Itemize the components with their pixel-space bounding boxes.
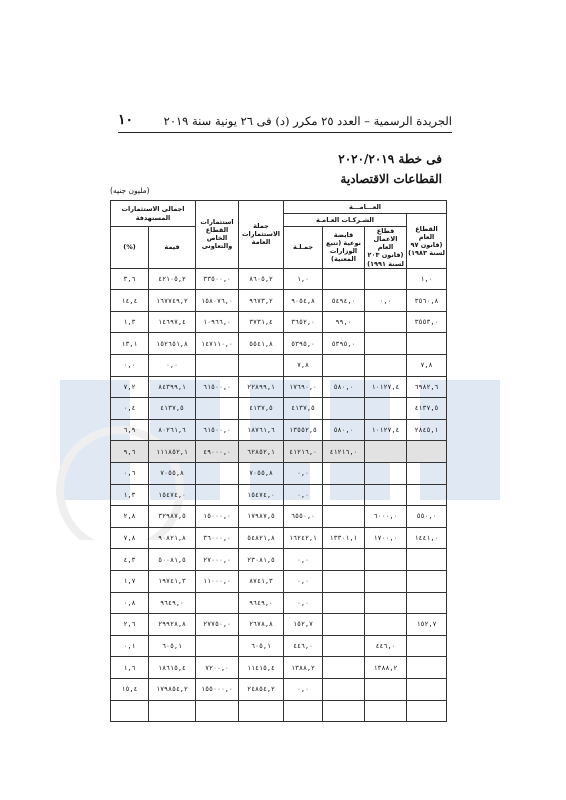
- cell-holding: [323, 355, 365, 377]
- cell-holding: [323, 268, 365, 290]
- table-row: [111, 376, 447, 398]
- cell-companies-total: ٠,٠: [284, 570, 323, 592]
- cell-holding: [323, 657, 365, 679]
- cell-public-total: ٨٧٤١,٣: [239, 570, 284, 592]
- cell-value: ٢٩٩٢٨,٨: [149, 614, 196, 636]
- cell-public-sector: [407, 441, 447, 463]
- cell-companies-total: ٤١٣٧,٥: [284, 398, 323, 420]
- table-row: [111, 678, 447, 700]
- cell-business: [365, 678, 407, 700]
- table-row: [111, 700, 447, 722]
- cell-companies-total: ٦٥٥٠,٠: [284, 506, 323, 528]
- cell-companies-total: ١٧٦٩٠,٠: [284, 376, 323, 398]
- cell-percent: ٠,٤: [111, 398, 149, 420]
- cell-percent: ١,٦: [111, 657, 149, 679]
- cell-companies-total: ١,٠: [284, 268, 323, 290]
- col-header-public: العـــامـــة: [284, 201, 447, 214]
- cell-public-total: ١٨٧٦١,٦: [239, 419, 284, 441]
- cell-public-total: ٦٠٥,١: [239, 635, 284, 657]
- cell-private: [196, 592, 239, 614]
- cell-percent: [111, 700, 149, 722]
- cell-companies-total: ٥٣٩٥,٠: [284, 333, 323, 355]
- col-header-business: قطاع الاعمال العام (قانون ٢٠٣ لسنة ١٩٩١): [365, 227, 407, 269]
- cell-percent: ٠,١: [111, 635, 149, 657]
- cell-value: ٤١٣٧,٥: [149, 398, 196, 420]
- cell-public-total: ٧٠٥٥,٨: [239, 462, 284, 484]
- cell-companies-total: ١٣٥٥٢,٥: [284, 419, 323, 441]
- cell-percent: ٠,٦: [111, 462, 149, 484]
- table-row: [111, 484, 447, 506]
- cell-value: ٩٦٤٩,٠: [149, 592, 196, 614]
- table-row: [111, 527, 447, 549]
- col-header-percent: (%): [111, 227, 149, 269]
- cell-companies-total: ٠,٠: [284, 592, 323, 614]
- cell-value: ٤٢١٠٥,٢: [149, 268, 196, 290]
- cell-companies-total: ٩٠٥٤,٨: [284, 290, 323, 312]
- cell-business: [365, 549, 407, 571]
- cell-holding: [323, 592, 365, 614]
- cell-business: [365, 333, 407, 355]
- cell-percent: ٢,٦: [111, 614, 149, 636]
- cell-private: [196, 635, 239, 657]
- table-row: [111, 268, 447, 290]
- table-row: [111, 570, 447, 592]
- cell-public-total: ٢٢٨٩٩,١: [239, 376, 284, 398]
- cell-private: [196, 700, 239, 722]
- cell-companies-total: ٠,٠: [284, 462, 323, 484]
- col-header-companies: الشـركـات العـامـة: [284, 214, 407, 227]
- cell-value: ١٩٧٤١,٣: [149, 570, 196, 592]
- cell-holding: [323, 635, 365, 657]
- cell-value: ١٤٦٩٧,٤: [149, 311, 196, 333]
- cell-companies-total: ٤٤٦,٠: [284, 635, 323, 657]
- cell-holding: [323, 462, 365, 484]
- cell-public-total: ٢٦٧٨,٨: [239, 614, 284, 636]
- cell-value: ٨٠٢٦١,٦: [149, 419, 196, 441]
- cell-private: ٢٧٧٥٠,٠: [196, 614, 239, 636]
- cell-holding: ٥٨٠,٠: [323, 376, 365, 398]
- table-body: [111, 268, 447, 721]
- cell-holding: [323, 614, 365, 636]
- col-header-holding: قابضة نوعية (تتبع الوزارات المعنية): [323, 227, 365, 269]
- cell-public-sector: [407, 462, 447, 484]
- header-title: الجريدة الرسمية – العدد ٢٥ مكرر (د) فى ٢٦ يونية سنة ٢٠١٩: [163, 114, 452, 128]
- cell-public-total: [239, 355, 284, 377]
- cell-value: ١٦٧٧٤٩,٢: [149, 290, 196, 312]
- cell-business: [365, 398, 407, 420]
- cell-public-sector: [407, 549, 447, 571]
- cell-companies-total: ٧,٨: [284, 355, 323, 377]
- cell-holding: ١٣٣٠١,١: [323, 527, 365, 549]
- cell-companies-total: ١٦٢٤٢,١: [284, 527, 323, 549]
- cell-public-sector: [407, 635, 447, 657]
- cell-percent: ٢,٨: [111, 506, 149, 528]
- investment-table: [110, 200, 447, 722]
- cell-private: ٦١٥٠٠,٠: [196, 376, 239, 398]
- cell-holding: ٤١٢١٦,٠: [323, 441, 365, 463]
- cell-percent: ١,٣: [111, 484, 149, 506]
- cell-percent: ٧,٢: [111, 376, 149, 398]
- cell-public-sector: [407, 657, 447, 679]
- cell-value: [149, 700, 196, 722]
- cell-private: ١٥٥٠٠٠,٠: [196, 678, 239, 700]
- cell-value: ١٥٢٦٥١,٨: [149, 333, 196, 355]
- cell-companies-total: ١٣٨٨,٢: [284, 657, 323, 679]
- cell-private: ٣٦٠٠٠,٠: [196, 527, 239, 549]
- cell-business: ١٧٠٠,٠: [365, 527, 407, 549]
- cell-business: ٦٠٠٠,٠: [365, 506, 407, 528]
- table-row: [111, 506, 447, 528]
- cell-private: [196, 398, 239, 420]
- table-row: [111, 333, 447, 355]
- cell-private: ١١٠٠٠,٠: [196, 570, 239, 592]
- cell-public-total: ١١٤١٥,٤: [239, 657, 284, 679]
- cell-value: ١٥٤٧٤,٠: [149, 484, 196, 506]
- cell-public-total: ١٥٤٧٤,٠: [239, 484, 284, 506]
- cell-public-total: ٥٤٨٢١,٨: [239, 527, 284, 549]
- cell-value: ٨٤٣٩٩,١: [149, 376, 196, 398]
- cell-percent: ٣,٦: [111, 268, 149, 290]
- cell-public-sector: ٣٥٥٣,٠: [407, 311, 447, 333]
- cell-holding: ٥٣٩٥,٠: [323, 333, 365, 355]
- cell-holding: [323, 678, 365, 700]
- cell-public-total: ٢٣٠٨١,٥: [239, 549, 284, 571]
- cell-business: [365, 462, 407, 484]
- cell-business: [365, 614, 407, 636]
- cell-public-total: ٦٢٨٥٢,١: [239, 441, 284, 463]
- cell-percent: ١٣,١: [111, 333, 149, 355]
- table-row: [111, 311, 447, 333]
- cell-public-total: ٤١٣٧,٥: [239, 398, 284, 420]
- cell-business: [365, 484, 407, 506]
- cell-holding: ٩٩,٠: [323, 311, 365, 333]
- cell-value: ٦٠٥,١: [149, 635, 196, 657]
- cell-private: ٧٢٠٠,٠: [196, 657, 239, 679]
- table-row: [111, 549, 447, 571]
- cell-public-sector: ١٥٢,٧: [407, 614, 447, 636]
- cell-public-sector: [407, 333, 447, 355]
- cell-business: [365, 355, 407, 377]
- cell-holding: ٥٨٠,٠: [323, 419, 365, 441]
- cell-companies-total: ٤١٢١٦,٠: [284, 441, 323, 463]
- table-row: [111, 592, 447, 614]
- cell-value: ٥٠٠٨١,٥: [149, 549, 196, 571]
- cell-value: ١٨٦١٥,٤: [149, 657, 196, 679]
- cell-private: ٢٧٠٠٠,٠: [196, 549, 239, 571]
- cell-public-total: ١٧٩٨٧,٥: [239, 506, 284, 528]
- cell-public-total: ٥٥٤١,٨: [239, 333, 284, 355]
- cell-public-sector: [407, 592, 447, 614]
- cell-public-sector: [407, 570, 447, 592]
- cell-private: ١٠٩٦٦,٠: [196, 311, 239, 333]
- cell-private: ٣٣٥٠٠,٠: [196, 268, 239, 290]
- cell-public-sector: ٢٨٤٥,١: [407, 419, 447, 441]
- cell-public-total: [239, 700, 284, 722]
- cell-public-sector: ١٤٤١,٠: [407, 527, 447, 549]
- cell-public-total: ٣٧٣١,٤: [239, 311, 284, 333]
- cell-business: ١٠١٢٧,٤: [365, 419, 407, 441]
- table-row: [111, 635, 447, 657]
- col-header-companies-total: جمـلـة: [284, 227, 323, 269]
- cell-percent: ٧,٨: [111, 527, 149, 549]
- cell-public-total: ٩٦٧٣,٢: [239, 290, 284, 312]
- col-header-value: قيمة: [149, 227, 196, 269]
- table-row: [111, 398, 447, 420]
- cell-companies-total: [284, 700, 323, 722]
- cell-value: ١١١٨٥٢,١: [149, 441, 196, 463]
- cell-value: ٩٠٨٢١,٨: [149, 527, 196, 549]
- cell-holding: [323, 506, 365, 528]
- page-number: ١٠: [118, 112, 134, 128]
- section-heading: القطاعات الاقتصادية: [340, 172, 442, 186]
- cell-public-sector: ٣٥٦٠,٨: [407, 290, 447, 312]
- table-row: [111, 614, 447, 636]
- cell-private: [196, 355, 239, 377]
- cell-public-total: ٩٦٤٩,٠: [239, 592, 284, 614]
- cell-companies-total: ٣٦٥٢,٠: [284, 311, 323, 333]
- cell-private: ٤٩٠٠٠,٠: [196, 441, 239, 463]
- cell-companies-total: ٠,٠: [284, 549, 323, 571]
- cell-holding: [323, 570, 365, 592]
- cell-value: ٠,٠: [149, 355, 196, 377]
- cell-public-sector: ٧,٨: [407, 355, 447, 377]
- cell-percent: ١٥,٤: [111, 678, 149, 700]
- cell-business: ١٣٨٨,٢: [365, 657, 407, 679]
- cell-percent: ٩,٦: [111, 441, 149, 463]
- cell-business: [365, 570, 407, 592]
- cell-public-sector: ٦٩٨٢,٦: [407, 376, 447, 398]
- cell-holding: [323, 484, 365, 506]
- cell-value: ٣٢٩٨٧,٥: [149, 506, 196, 528]
- cell-percent: ١٤,٤: [111, 290, 149, 312]
- cell-public-sector: ٥٥٠,٠: [407, 506, 447, 528]
- cell-public-sector: [407, 484, 447, 506]
- cell-holding: [323, 549, 365, 571]
- cell-public-sector: ٤١٣٧,٥: [407, 398, 447, 420]
- cell-business: ١٠١٢٧,٤: [365, 376, 407, 398]
- col-header-public-total: جملة الاستثمارات العامة: [239, 201, 284, 269]
- cell-percent: ١,٣: [111, 311, 149, 333]
- cell-holding: [323, 398, 365, 420]
- cell-percent: ١,٧: [111, 570, 149, 592]
- cell-public-sector: ١,٠: [407, 268, 447, 290]
- cell-value: ٧٠٥٥,٨: [149, 462, 196, 484]
- cell-business: ٤٤٦,٠: [365, 635, 407, 657]
- cell-business: [365, 441, 407, 463]
- cell-percent: ٠,٠: [111, 355, 149, 377]
- col-header-public-sector: القطاع العام (قانون ٩٧ لسنة ١٩٨٣): [407, 214, 447, 269]
- cell-public-total: ٢٤٨٥٤,٢: [239, 678, 284, 700]
- cell-public-sector: [407, 678, 447, 700]
- unit-note: (مليون جنيه): [110, 186, 150, 195]
- table-row: [111, 419, 447, 441]
- table-row: [111, 462, 447, 484]
- cell-holding: ٥٤٩٤,٠: [323, 290, 365, 312]
- table-row: [111, 441, 447, 463]
- cell-private: ١٥٨٠٧٦,٠: [196, 290, 239, 312]
- cell-business: [365, 592, 407, 614]
- col-header-total-investment: اجمالى الاستثمارات المستهدفة: [111, 201, 196, 227]
- cell-percent: ٦,٩: [111, 419, 149, 441]
- cell-companies-total: ٠,٠: [284, 678, 323, 700]
- cell-public-sector: [407, 700, 447, 722]
- cell-companies-total: ٠,٠: [284, 484, 323, 506]
- cell-private: ١٥٠٠٠,٠: [196, 506, 239, 528]
- cell-private: ١٤٧١١٠,٠: [196, 333, 239, 355]
- plan-heading: فى خطة ٢٠٢٠/٢٠١٩: [338, 152, 442, 166]
- cell-private: [196, 462, 239, 484]
- cell-business: [365, 311, 407, 333]
- table-row: [111, 355, 447, 377]
- cell-business: ٠,٠: [365, 290, 407, 312]
- cell-private: ٦١٥٠٠,٠: [196, 419, 239, 441]
- cell-business: [365, 268, 407, 290]
- table-row: [111, 657, 447, 679]
- cell-holding: [323, 700, 365, 722]
- cell-private: [196, 484, 239, 506]
- page-header: [118, 112, 452, 133]
- table-row: [111, 290, 447, 312]
- cell-percent: ٤,٣: [111, 549, 149, 571]
- cell-value: ١٧٩٨٥٤,٢: [149, 678, 196, 700]
- cell-companies-total: ١٥٢,٧: [284, 614, 323, 636]
- cell-public-total: ٨٦٠٥,٢: [239, 268, 284, 290]
- cell-percent: ٠,٨: [111, 592, 149, 614]
- cell-business: [365, 700, 407, 722]
- col-header-private: استثمارات القطاع الخاص والتعاونى: [196, 201, 239, 269]
